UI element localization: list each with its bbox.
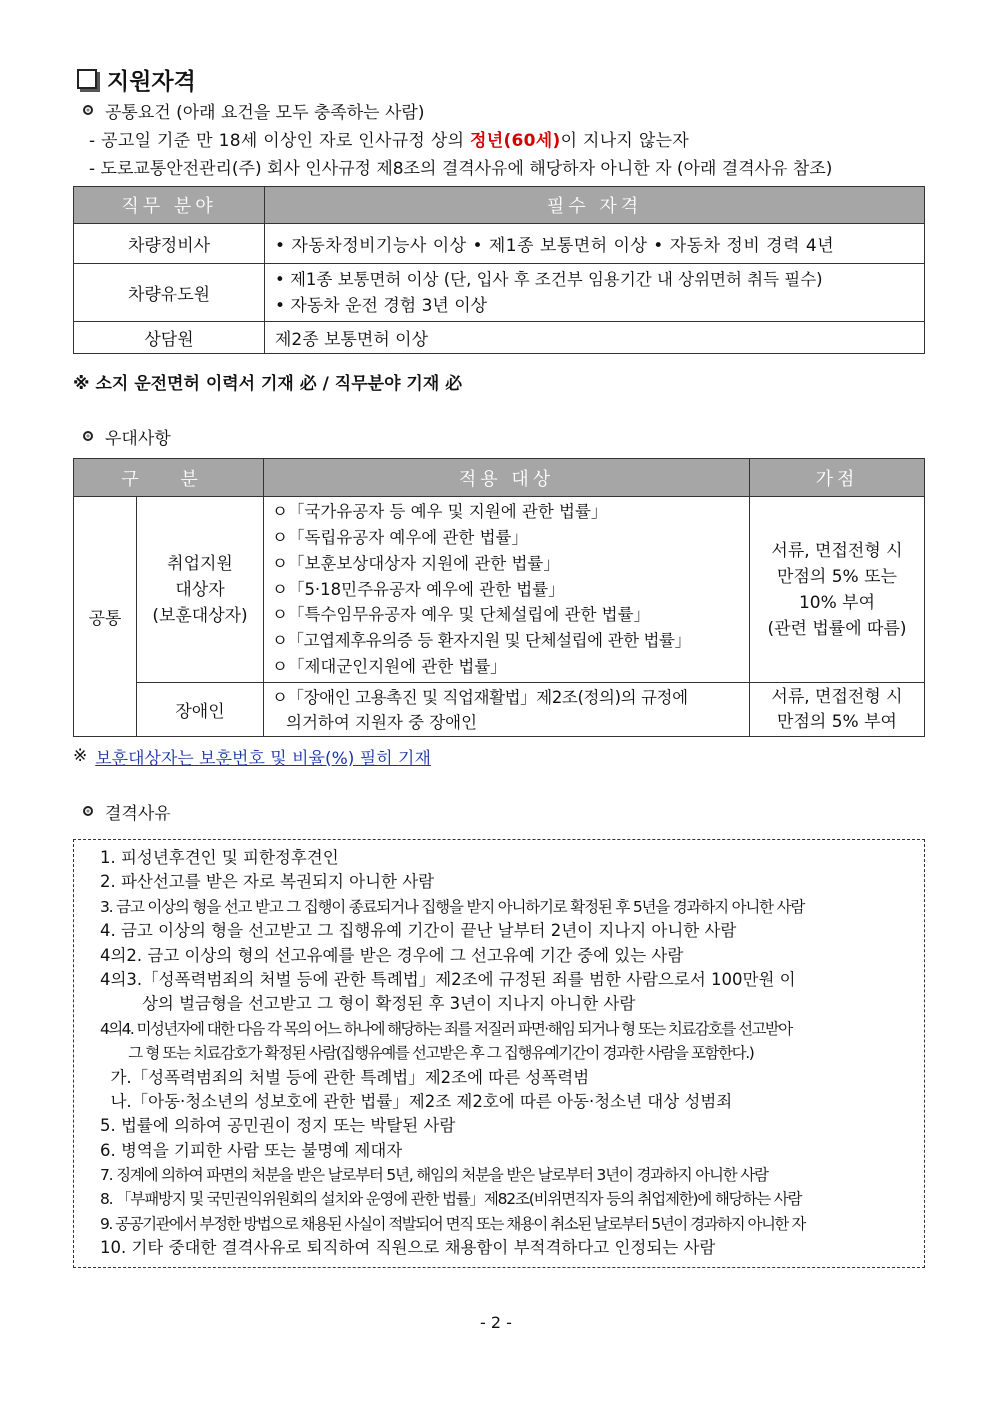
bonus-line: 10% 부여 — [798, 592, 876, 613]
requirement-cell: 제2종 보통면허 이상 — [265, 322, 925, 354]
common-req-line-1 — [73, 124, 925, 152]
line1-post: 이 지나지 않는자 — [560, 130, 690, 151]
header-category: 구 분 — [74, 459, 264, 497]
bonus-line: 만점의 5% 부여 — [777, 711, 897, 732]
target-line: ㅇ「고엽제후유의증 등 환자지원 및 단체설립에 관한 법률」 — [272, 631, 691, 651]
common-req-heading-text: 공통요건 (아래 요건을 모두 충족하는 사람) — [105, 102, 425, 123]
bonus-line: (관련 법률에 따름) — [767, 618, 907, 639]
requirement-line: • 제1종 보통면허 이상 (단, 입사 후 조건부 임용기간 내 상위면허 취득 필수) — [275, 269, 823, 289]
disqualification-box — [73, 839, 925, 1268]
target-line: ㅇ「5·18민주유공자 예우에 관한 법률」 — [272, 579, 565, 599]
preference-table — [73, 458, 925, 737]
circle-bullet-icon — [83, 431, 93, 441]
disq-line: 가.「성폭력범죄의 처벌 등에 관한 특례법」제2조에 따른 성폭력범 — [100, 1067, 590, 1087]
pref-heading-text: 우대사항 — [105, 428, 171, 449]
target-line: ㅇ「보훈보상대상자 지원에 관한 법률」 — [272, 553, 560, 573]
target-cell — [264, 683, 750, 737]
disq-line: 4. 금고 이상의 형을 선고받고 그 집행유예 기간이 끝난 날부터 2년이 지나지 아니한 사람 — [100, 921, 737, 941]
table-row — [74, 322, 925, 354]
job-field-cell: 차량유도원 — [74, 264, 265, 322]
disq-line: 7. 징계에 의하여 파면의 처분을 받은 날로부터 5년, 해임의 처분을 받은 날로부터 3년이 경과하지 아니한 사람 — [100, 1166, 768, 1185]
table-row — [74, 264, 925, 322]
table-header-row — [74, 187, 925, 224]
section-title: 지원자격 — [107, 68, 196, 95]
veteran-note — [73, 741, 925, 771]
header-job-field: 직무 분야 — [74, 187, 265, 224]
job-field-cell: 상담원 — [74, 322, 265, 354]
category-line: 취업지원 — [167, 553, 233, 574]
note-mark: ※ — [73, 746, 88, 766]
target-line: ㅇ「국가유공자 등 예우 및 지원에 관한 법률」 — [272, 502, 608, 522]
target-line: ㅇ「장애인 고용촉진 및 직업재활법」제2조(정의)의 규정에 — [272, 687, 688, 707]
bonus-cell — [750, 497, 925, 683]
disq-line: 나.「아동·청소년의 성보호에 관한 법률」제2조 제2호에 따른 아동·청소년 대상 성범죄 — [100, 1091, 733, 1111]
category-cell — [137, 497, 264, 683]
disq-line: 상의 벌금형을 선고받고 그 형이 확정된 후 3년이 지나지 아니한 사람 — [100, 994, 636, 1014]
target-line: 의거하여 지원자 중 장애인 — [286, 712, 478, 732]
disq-heading — [73, 797, 925, 825]
bonus-line: 만점의 5% 또는 — [777, 566, 897, 587]
requirement-cell: • 자동차정비기능사 이상 • 제1종 보통면허 이상 • 자동차 정비 경력 4년 — [265, 224, 925, 264]
category-line: (보훈대상자) — [152, 605, 248, 626]
page-number: - 2 - — [480, 1313, 512, 1332]
target-line: ㅇ「제대군인지원에 관한 법률」 — [272, 656, 507, 676]
disq-line: 4의3.「성폭력범죄의 처벌 등에 관한 특례법」제2조에 규정된 죄를 범한 사람으로서 100만원 이 — [100, 969, 796, 989]
disq-line: 4의2. 금고 이상의 형의 선고유예를 받은 경우에 그 선고유예 기간 중에 있는 사람 — [100, 945, 684, 965]
veteran-note-text: 보훈대상자는 보훈번호 및 비율(%) 필히 기재 — [95, 748, 431, 769]
target-line: ㅇ「특수임무유공자 예우 및 단체설립에 관한 법률」 — [272, 605, 651, 625]
pref-heading — [73, 422, 925, 450]
header-target: 적용 대상 — [264, 459, 750, 497]
disq-line: 1. 피성년후견인 및 피한정후견인 — [100, 848, 339, 867]
job-field-cell: 차량정비사 — [74, 224, 265, 264]
disq-line: 2. 파산선고를 받은 자로 복권되지 아니한 사람 — [100, 872, 435, 892]
circle-bullet-icon — [83, 806, 93, 816]
disq-line: 그 형 또는 치료감호가 확정된 사람(집행유예를 선고받은 후 그 집행유예기간이 경과한 사람을 포함한다.) — [100, 1044, 754, 1063]
disq-line: 6. 병역을 기피한 사람 또는 불명예 제대자 — [100, 1140, 403, 1160]
common-req-heading — [73, 96, 925, 124]
target-cell — [264, 497, 750, 683]
disq-line: 8. 「부패방지 및 국민권익위원회의 설치와 운영에 관한 법률」제82조(비위면직자 등의 취업제한)에 해당하는 사람 — [100, 1190, 802, 1209]
category-line: 대상자 — [175, 579, 225, 600]
group-cell: 공통 — [74, 497, 137, 737]
requirement-line: • 자동차 운전 경험 3년 이상 — [275, 295, 488, 316]
disq-line: 4의4. 미성년자에 대한 다음 각 목의 어느 하나에 해당하는 죄를 저질러 파면·해임 되거나 형 또는 치료감호를 선고받아 — [100, 1019, 792, 1038]
job-requirements-table — [73, 186, 925, 354]
bonus-line: 서류, 면접전형 시 — [771, 686, 903, 707]
document-page — [73, 62, 925, 1268]
circle-bullet-icon — [83, 105, 93, 115]
requirement-cell — [265, 264, 925, 322]
bonus-cell — [750, 683, 925, 737]
disq-line: 10. 기타 중대한 결격사유로 퇴직하여 직원으로 채용함이 부적격하다고 인정되는 사람 — [100, 1238, 716, 1258]
category-cell: 장애인 — [137, 683, 264, 737]
header-requirements: 필수 자격 — [265, 187, 925, 224]
table-row — [74, 224, 925, 264]
license-note: ※ 소지 운전면허 이력서 기재 必 / 직무분야 기재 必 — [73, 373, 463, 394]
table-row — [74, 683, 925, 737]
disq-line: 9. 공공기관에서 부정한 방법으로 채용된 사실이 적발되어 면직 또는 채용이 취소된 날로부터 5년이 경과하지 아니한 자 — [100, 1214, 805, 1233]
disq-heading-text: 결격사유 — [105, 803, 171, 824]
disq-line: 3. 금고 이상의 형을 선고 받고 그 집행이 종료되거나 집행을 받지 아니하기로 확정된 후 5년을 경과하지 아니한 사람 — [100, 897, 805, 916]
table-header-row — [74, 459, 925, 497]
header-bonus: 가점 — [750, 459, 925, 497]
table-row — [74, 497, 925, 683]
target-line: ㅇ「독립유공자 예우에 관한 법률」 — [272, 528, 528, 547]
common-req-line-2: - 도로교통안전관리(주) 회사 인사규정 제8조의 결격사유에 해당하자 아니한 자 (아래 결격사유 참조) — [89, 158, 833, 179]
line1-pre: - 공고일 기준 만 18세 이상인 자로 인사규정 상의 — [89, 130, 470, 151]
square-bullet-icon — [77, 69, 97, 89]
section-header — [73, 62, 925, 96]
bonus-line: 서류, 면접전형 시 — [771, 540, 903, 561]
disq-line: 5. 법률에 의하여 공민권이 정지 또는 박탈된 사람 — [100, 1116, 456, 1136]
retirement-age-highlight: 정년(60세) — [470, 130, 561, 151]
